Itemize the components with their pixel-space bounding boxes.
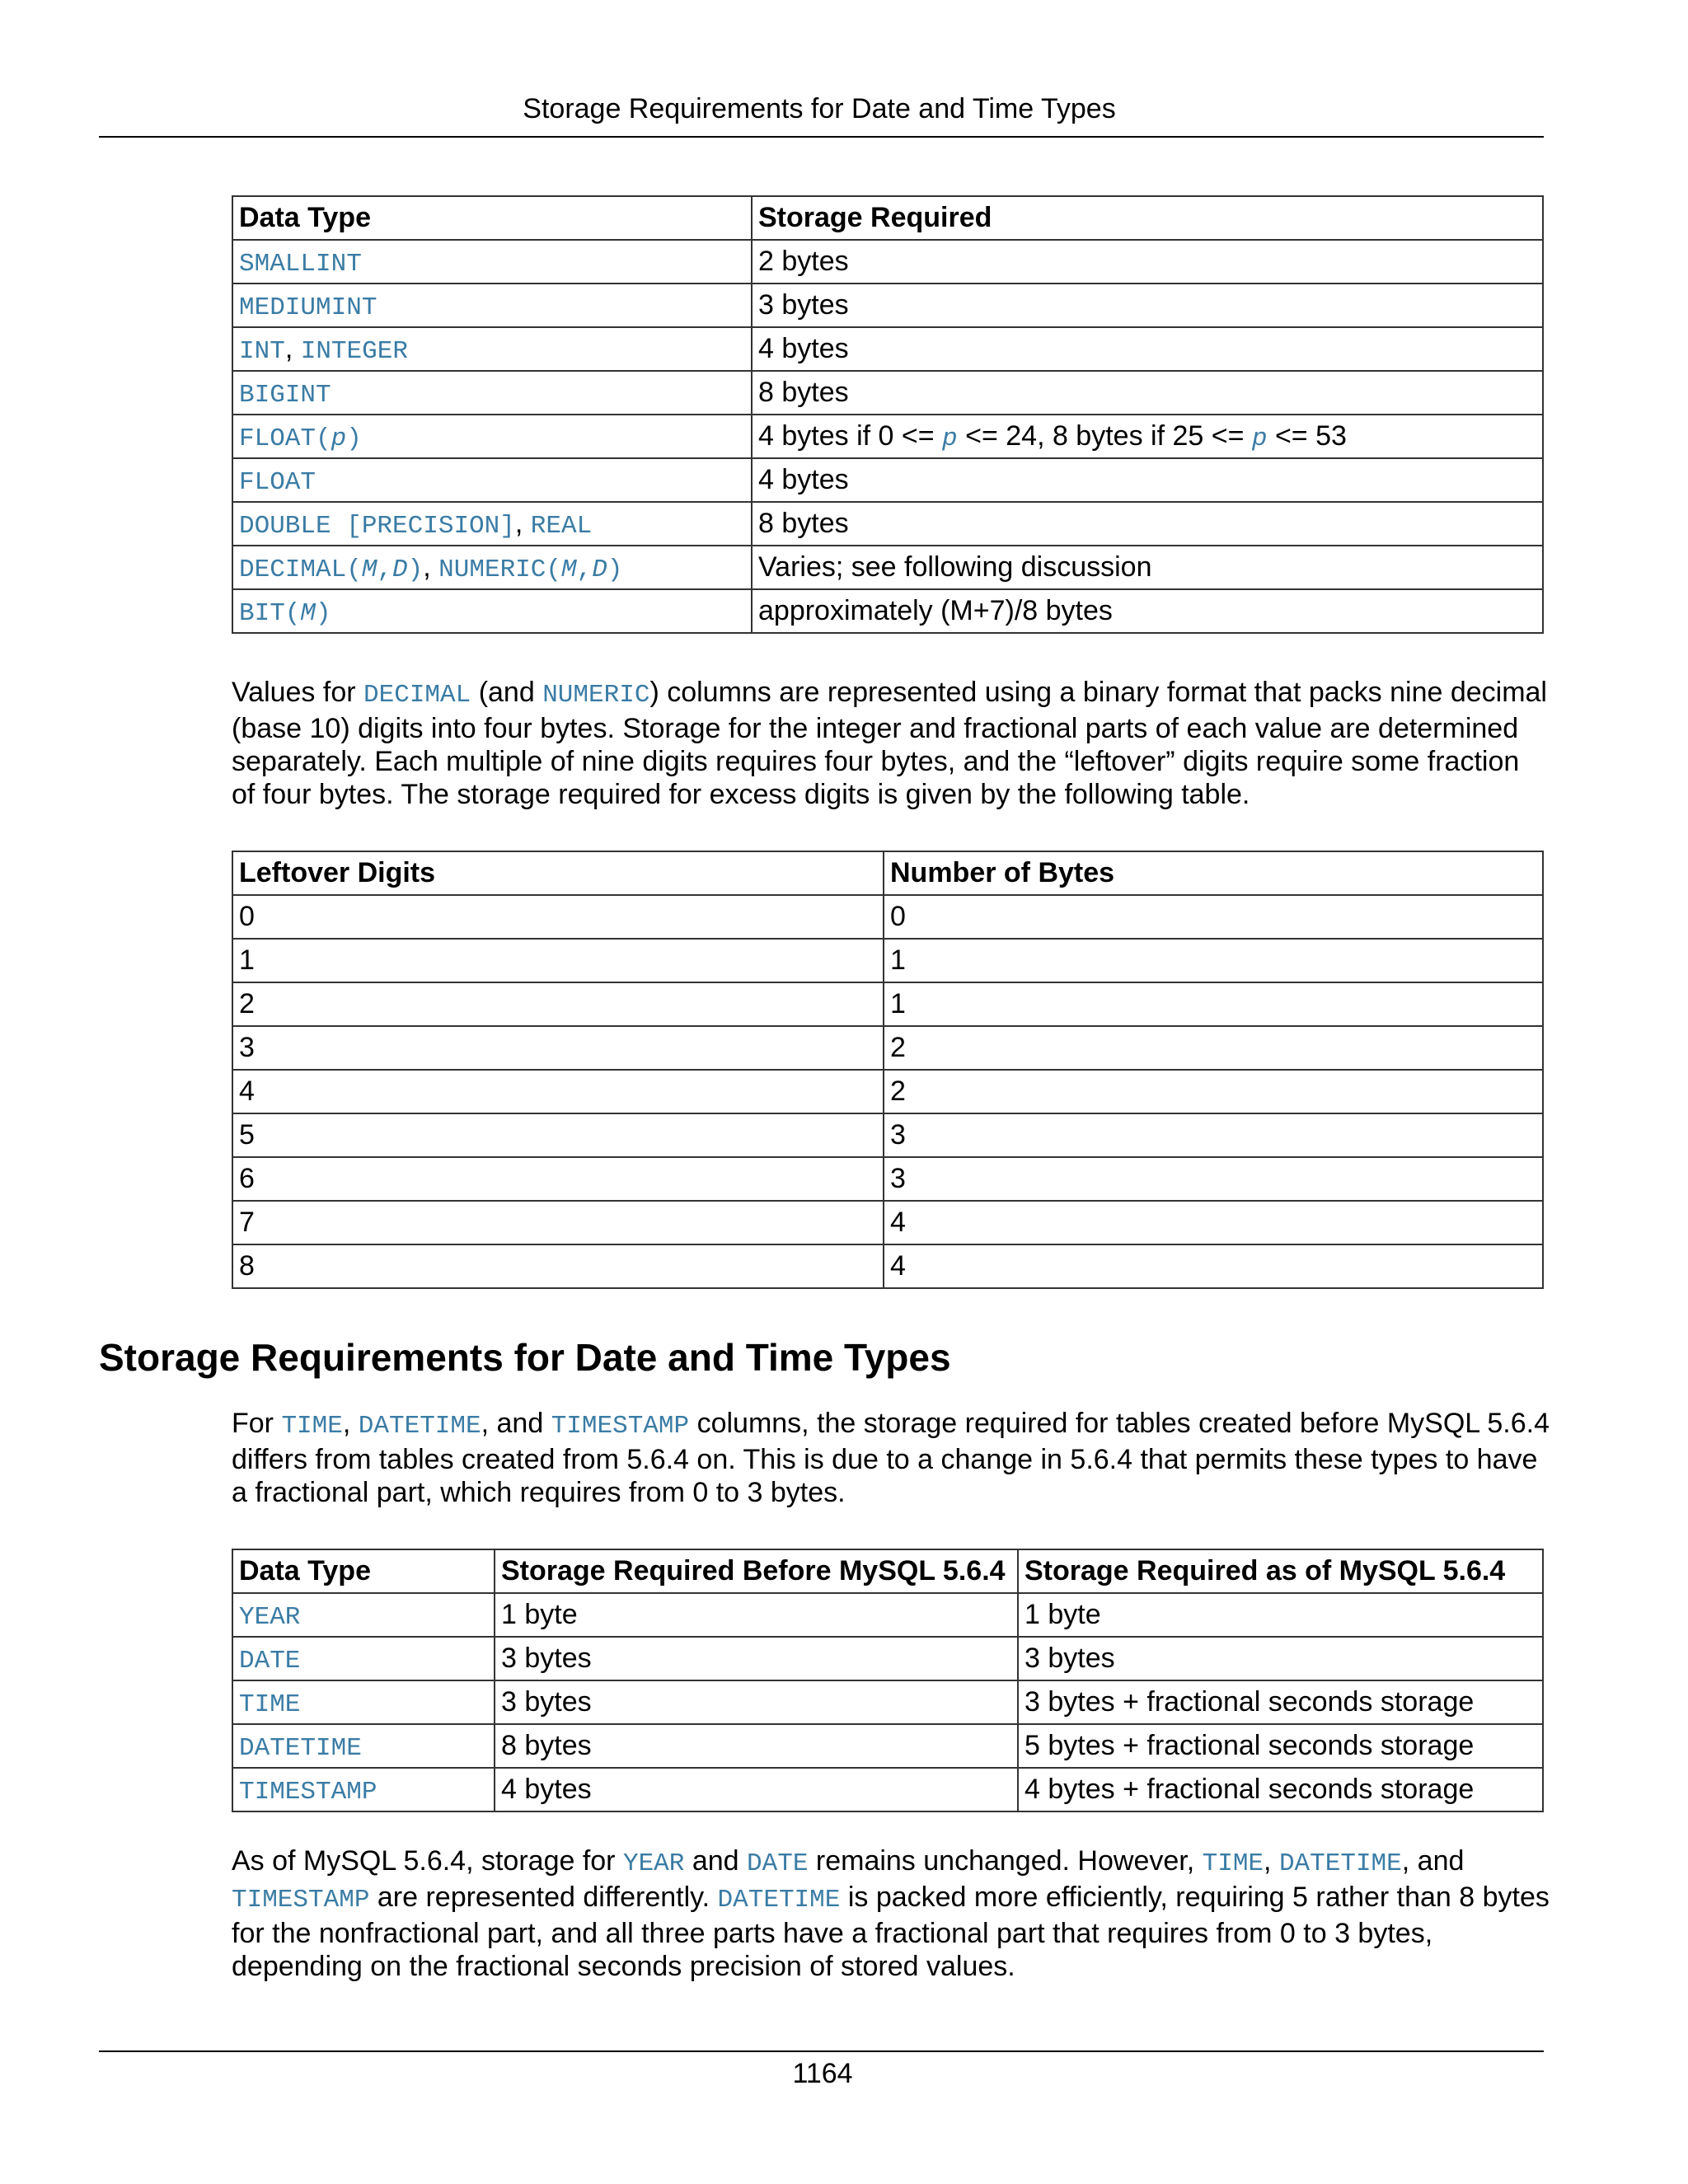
- text: ,: [342, 1408, 359, 1439]
- type-link[interactable]: FLOAT(p): [239, 424, 362, 453]
- text: ) columns are represented using a binary format that packs nine decimal (base 10) digits into four bytes. Storage for the integer and fractional parts of each value are determined separately. Each multiple of nine digits requires four bytes, and the “leftover” digits require some fraction of four bytes. The storage required for excess digits is given by the following table.: [232, 677, 1547, 810]
- type-link[interactable]: BIGINT: [239, 380, 331, 410]
- section-heading: Storage Requirements for Date and Time Types: [99, 1336, 951, 1379]
- cell: 4 bytes: [495, 1768, 1018, 1811]
- table-row: [232, 1244, 1543, 1288]
- table-row: [232, 415, 1543, 458]
- text: remains unchanged. However,: [808, 1845, 1203, 1877]
- cell: 3: [232, 1026, 884, 1070]
- type-link[interactable]: DATETIME: [239, 1733, 362, 1763]
- cell: 3 bytes: [495, 1637, 1018, 1680]
- numeric-link[interactable]: NUMERIC: [542, 681, 650, 710]
- timestamp-link[interactable]: TIMESTAMP: [551, 1412, 690, 1441]
- column-header: Data Type: [232, 1549, 495, 1593]
- type-link[interactable]: YEAR: [239, 1602, 301, 1632]
- cell: 3 bytes: [495, 1680, 1018, 1724]
- table-row: [232, 1026, 1543, 1070]
- column-header: Storage Required Before MySQL 5.6.4: [495, 1549, 1018, 1593]
- cell: 1 byte: [1018, 1593, 1543, 1637]
- time-link[interactable]: TIME: [281, 1412, 343, 1441]
- cell: 1: [884, 982, 1543, 1026]
- cell: 3: [884, 1113, 1543, 1157]
- cell: 3 bytes + fractional seconds storage: [1018, 1680, 1543, 1724]
- type-link[interactable]: INT: [239, 336, 285, 366]
- footer-rule: [99, 2050, 1544, 2052]
- table-row: [232, 284, 1543, 327]
- closing-paragraph: [232, 1844, 1550, 1983]
- table-row: [232, 1070, 1543, 1113]
- section-intro-paragraph: [232, 1407, 1550, 1509]
- column-header: Number of Bytes: [884, 851, 1543, 895]
- table-row: DECIMAL(M,D), NUMERIC(M,D) Varies; see following discussion: [232, 546, 1543, 589]
- table-row: [232, 1724, 1543, 1768]
- type-link[interactable]: MEDIUMINT: [239, 293, 377, 322]
- storage-cell: 4 bytes if 0 <= p <= 24, 8 bytes if 25 <= p <= 53: [752, 415, 1543, 458]
- storage-cell: 2 bytes: [752, 240, 1543, 284]
- time-link[interactable]: TIME: [1202, 1849, 1264, 1878]
- table-row: [232, 939, 1543, 982]
- cell: 6: [232, 1157, 884, 1201]
- text: (and: [471, 677, 543, 708]
- type-link[interactable]: REAL: [530, 511, 593, 541]
- cell: 1: [232, 939, 884, 982]
- decimal-link[interactable]: DECIMAL: [363, 681, 471, 710]
- cell: 8: [232, 1244, 884, 1288]
- storage-cell: 4 bytes: [752, 458, 1543, 502]
- cell: 3: [884, 1157, 1543, 1201]
- storage-cell: 4 bytes: [752, 327, 1543, 371]
- date-link[interactable]: DATE: [747, 1849, 809, 1878]
- running-header: Storage Requirements for Date and Time Types: [523, 93, 1116, 124]
- table-row: [232, 1157, 1543, 1201]
- text: As of MySQL 5.6.4, storage for: [232, 1845, 623, 1877]
- cell: 3 bytes: [1018, 1637, 1543, 1680]
- table-row: DOUBLE [PRECISION], REAL 8 bytes: [232, 502, 1543, 546]
- cell: 7: [232, 1201, 884, 1244]
- table-row: [232, 895, 1543, 939]
- type-link[interactable]: SMALLINT: [239, 249, 362, 279]
- header-rule: [99, 136, 1544, 138]
- table-row: [232, 589, 1543, 633]
- cell: 5: [232, 1113, 884, 1157]
- cell: 4: [232, 1070, 884, 1113]
- cell: 2: [232, 982, 884, 1026]
- datetime-link[interactable]: DATETIME: [358, 1412, 481, 1441]
- cell: 4: [884, 1201, 1543, 1244]
- text: ,: [1264, 1845, 1279, 1877]
- page-number: 1164: [792, 2058, 853, 2089]
- table-row: [232, 1637, 1543, 1680]
- text: columns, the storage required for tables created before MySQL 5.6.4 differs from tables created from 5.6.4 on. This is due to a change in 5.6.4 that permits these types to have a fractional part, which requires from 0 to 3 bytes.: [232, 1408, 1550, 1508]
- column-header: Leftover Digits: [232, 851, 884, 895]
- text: , and: [1401, 1845, 1465, 1877]
- text: Values for: [232, 677, 364, 708]
- table-row: [232, 1593, 1543, 1637]
- type-link[interactable]: NUMERIC(M,D): [438, 555, 623, 584]
- cell: 0: [884, 895, 1543, 939]
- type-link[interactable]: FLOAT: [239, 467, 316, 497]
- datetime-link[interactable]: DATETIME: [717, 1886, 841, 1915]
- storage-cell: 8 bytes: [752, 371, 1543, 415]
- table-header-row: [232, 1549, 1543, 1593]
- datetime-storage-table: [232, 1549, 1544, 1812]
- text: are represented differently.: [369, 1882, 718, 1913]
- cell: 1: [884, 939, 1543, 982]
- text: is packed more efficiently, requiring 5 rather than 8 bytes for the nonfractional part, and all three parts have a fractional part that requires from 0 to 3 bytes, depending on the fractional seconds precision of stored values.: [232, 1882, 1550, 1982]
- text: For: [232, 1408, 282, 1439]
- cell: 4 bytes + fractional seconds storage: [1018, 1768, 1543, 1811]
- table-row: [232, 458, 1543, 502]
- decimal-paragraph: [232, 676, 1550, 811]
- table-row: INT, INTEGER 4 bytes: [232, 327, 1543, 371]
- datetime-link[interactable]: DATETIME: [1278, 1849, 1402, 1878]
- type-link[interactable]: DATE: [239, 1646, 301, 1675]
- table-row: [232, 1680, 1543, 1724]
- storage-cell: approximately (M+7)/8 bytes: [752, 589, 1543, 633]
- column-header: Data Type: [232, 196, 752, 240]
- timestamp-link[interactable]: TIMESTAMP: [232, 1886, 370, 1915]
- table-row: [232, 371, 1543, 415]
- text: and: [684, 1845, 748, 1877]
- storage-cell: Varies; see following discussion: [752, 546, 1543, 589]
- type-link[interactable]: DOUBLE [PRECISION]: [239, 511, 515, 541]
- cell: 1 byte: [495, 1593, 1018, 1637]
- type-link[interactable]: DECIMAL(M,D): [239, 555, 424, 584]
- type-link[interactable]: INTEGER: [300, 336, 408, 366]
- numeric-storage-table: [232, 195, 1544, 634]
- table-row: [232, 982, 1543, 1026]
- type-link[interactable]: TIMESTAMP: [239, 1777, 377, 1807]
- type-link[interactable]: TIME: [239, 1690, 301, 1719]
- cell: 5 bytes + fractional seconds storage: [1018, 1724, 1543, 1768]
- storage-cell: 8 bytes: [752, 502, 1543, 546]
- leftover-digits-table: [232, 851, 1544, 1289]
- storage-cell: 3 bytes: [752, 284, 1543, 327]
- column-header: Storage Required as of MySQL 5.6.4: [1018, 1549, 1543, 1593]
- table-row: [232, 1768, 1543, 1811]
- cell: 8 bytes: [495, 1724, 1018, 1768]
- table-header-row: [232, 196, 1543, 240]
- cell: 0: [232, 895, 884, 939]
- text: , and: [481, 1408, 551, 1439]
- table-header-row: [232, 851, 1543, 895]
- cell: 2: [884, 1070, 1543, 1113]
- cell: 4: [884, 1244, 1543, 1288]
- type-link[interactable]: BIT(M): [239, 598, 331, 628]
- cell: 2: [884, 1026, 1543, 1070]
- table-row: [232, 1113, 1543, 1157]
- table-row: [232, 1201, 1543, 1244]
- column-header: Storage Required: [752, 196, 1543, 240]
- table-row: [232, 240, 1543, 284]
- year-link[interactable]: YEAR: [622, 1849, 685, 1878]
